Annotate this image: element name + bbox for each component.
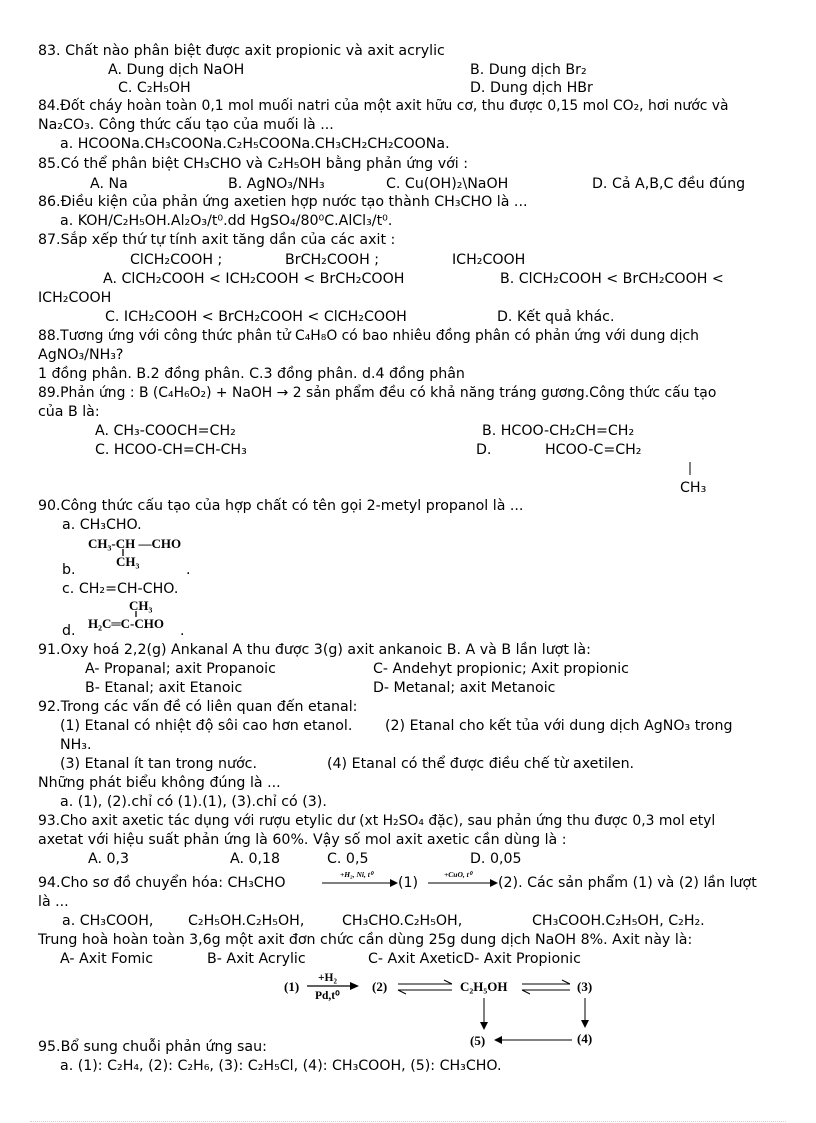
- q87-acid-2: BrCH₂COOH ;: [285, 252, 380, 268]
- q91-option-b: B- Etanal; axit Etanoic: [85, 680, 243, 696]
- q90-option-a: a. CH₃CHO.: [62, 517, 142, 533]
- q91-option-c: C- Andehyt propionic; Axit propionic: [373, 661, 629, 677]
- q90-d-structure-main: H₂C═C-CHO: [88, 616, 164, 631]
- q89-option-c: C. HCOO-CH=CH-CH₃: [95, 442, 247, 458]
- q93-option-a: A. 0,3: [88, 851, 130, 867]
- q84-line2: Na₂CO₃. Công thức cấu tạo của muối là ...: [38, 117, 334, 133]
- scheme-center: C₂H₅OH: [460, 979, 508, 994]
- q94-option-a-2: C₂H₅OH.C₂H₅OH,: [188, 913, 305, 929]
- q89-option-d-branch: CH₃: [680, 480, 707, 496]
- q94-option-a-3: CH₃CHO.C₂H₅OH,: [342, 913, 463, 929]
- q88-line2: AgNO₃/NH₃?: [38, 347, 124, 363]
- q86-option-a: a. KOH/C₂H₅OH.Al₂O₃/t⁰.dd HgSO₄/80⁰C.AlCl₃/t⁰.: [60, 213, 393, 229]
- q92-statement-2: (2) Etanal cho kết tủa với dung dịch AgNO₃ trong: [385, 718, 733, 734]
- q89-option-b: B. HCOO-CH₂CH=CH₂: [482, 423, 635, 439]
- q94-line1-end: (2). Các sản phẩm (1) và (2) lần lượt: [498, 875, 757, 891]
- q90-d-period: .: [180, 623, 185, 639]
- scheme-condition-top: +H₂: [318, 972, 337, 984]
- neutralization-title: Trung hoà hoàn toàn 3,6g một axit đơn chức cần dùng 25g dung dịch NaOH 8%. Axit này là:: [38, 932, 693, 948]
- q86-title: 86.Điều kiện của phản ứng axetien hợp nước tạo thành CH₃CHO là ...: [38, 194, 528, 210]
- q85-title: 85.Có thể phân biệt CH₃CHO và C₂H₅OH bằng phản ứng với :: [38, 156, 469, 172]
- scheme-node-3: (3): [577, 979, 593, 994]
- q91-option-d: D- Metanal; axit Metanoic: [373, 680, 556, 696]
- scheme-node-4: (4): [577, 1031, 593, 1046]
- q88-options: 1 đồng phân. B.2 đồng phân. C.3 đồng phân. d.4 đồng phân: [38, 366, 465, 382]
- q89-option-a: A. CH₃-COOCH=CH₂: [95, 423, 236, 439]
- q94-option-a-4: CH₃COOH.C₂H₅OH, C₂H₂.: [532, 913, 705, 929]
- q94-line2: là ...: [38, 894, 69, 910]
- q85-option-c: C. Cu(OH)₂\NaOH: [386, 176, 509, 192]
- q83-option-c: C. C₂H₅OH: [118, 80, 191, 96]
- q89-option-d-label: D.: [476, 442, 492, 458]
- neutralization-option-cd: C- Axit AxeticD- Axit Propionic: [368, 951, 581, 967]
- scheme-node-2: (2): [372, 979, 388, 994]
- q92-statement-1: (1) Etanal có nhiệt độ sôi cao hơn etanol.: [60, 718, 353, 734]
- q90-b-structure-main: CH₃-CH —CHO: [88, 536, 182, 551]
- q92-option-a: a. (1), (2).chỉ có (1).(1), (3).chỉ có (3).: [60, 794, 327, 810]
- q95-option-a: a. (1): C₂H₄, (2): C₂H₆, (3): C₂H₅Cl, (4): CH₃COOH, (5): CH₃CHO.: [60, 1058, 502, 1074]
- q93-line1: 93.Cho axit axetic tác dụng với rượu etylic dư (xt H₂SO₄ đặc), sau phản ứng thu được 0,3 mol etyl: [38, 813, 716, 829]
- q91-option-a: A- Propanal; axit Propanoic: [85, 661, 276, 677]
- q87-option-a: A. ClCH₂COOH < ICH₂COOH < BrCH₂COOH: [103, 271, 405, 287]
- q85-option-d: D. Cả A,B,C đều đúng: [592, 176, 746, 192]
- q95-title: 95.Bổ sung chuỗi phản ứng sau:: [38, 1039, 267, 1055]
- q90-option-b: b.: [62, 562, 76, 578]
- q90-option-d: d.: [62, 623, 76, 639]
- q87-title: 87.Sắp xếp thứ tự tính axit tăng dần của các axit :: [38, 232, 396, 248]
- q89-option-d-formula: HCOO-C=CH₂: [545, 442, 642, 458]
- footer-divider: [30, 1121, 786, 1122]
- q87-option-b-cont: ICH₂COOH: [38, 290, 112, 306]
- q87-acid-3: ICH₂COOH: [452, 252, 526, 268]
- q84-option-a: a. HCOONa.CH₃COONa.C₂H₅COONa.CH₃CH₂CH₂COONa.: [60, 136, 450, 152]
- q87-option-c: C. ICH₂COOH < BrCH₂COOH < ClCH₂COOH: [105, 309, 407, 325]
- q90-b-structure-branch: CH₃: [116, 554, 140, 569]
- q89-line1: 89.Phản ứng : B (C₄H₆O₂) + NaOH → 2 sản phẩm đều có khả năng tráng gương.Công thức cấu tạo: [38, 385, 717, 401]
- q91-title: 91.Oxy hoá 2,2(g) Ankanal A thu được 3(g) axit ankanoic B. A và B lần lượt là:: [38, 642, 591, 658]
- q90-title: 90.Công thức cấu tạo của hợp chất có tên gọi 2-metyl propanol là ...: [38, 498, 524, 514]
- q92-question: Những phát biểu không đúng là ...: [38, 775, 281, 791]
- q83-option-b: B. Dung dịch Br₂: [470, 62, 587, 78]
- q90-d-structure-top: CH₃: [129, 598, 153, 613]
- q83-title: 83. Chất nào phân biệt được axit propionic và axit acrylic: [38, 43, 445, 59]
- q85-option-b: B. AgNO₃/NH₃: [228, 176, 325, 192]
- q92-title: 92.Trong các vấn đề có liên quan đến etanal:: [38, 699, 358, 715]
- q89-line2: của B là:: [38, 404, 100, 420]
- q93-option-d: D. 0,05: [470, 851, 522, 867]
- scheme-condition-bottom: Pd,t⁰: [315, 990, 340, 1002]
- scheme-node-5: (5): [470, 1033, 486, 1048]
- q85-option-a: A. Na: [90, 176, 128, 192]
- q94-line1-start: 94.Cho sơ đồ chuyển hóa: CH₃CHO: [38, 875, 286, 891]
- q83-option-a: A. Dung dịch NaOH: [108, 62, 245, 78]
- neutralization-option-a: A- Axit Fomic: [60, 951, 154, 967]
- q87-option-d: D. Kết quả khác.: [497, 309, 615, 325]
- q93-line2: axetat với hiệu suất phản ứng là 60%. Vậy số mol axit axetic cần dùng là :: [38, 832, 567, 848]
- q84-line1: 84.Đốt cháy hoàn toàn 0,1 mol muối natri của một axit hữu cơ, thu được 0,15 mol CO₂, hơi nước và: [38, 98, 729, 114]
- q88-line1: 88.Tương ứng với công thức phân tử C₄H₈O có bao nhiêu đồng phân có phản ứng với dung dịch: [38, 328, 699, 344]
- neutralization-option-b: B- Axit Acrylic: [207, 951, 306, 967]
- q83-option-d: D. Dung dịch HBr: [470, 80, 593, 96]
- q92-statement-2-cont: NH₃.: [60, 737, 92, 753]
- q93-option-b: A. 0,18: [230, 851, 281, 867]
- q94-option-a-1: a. CH₃COOH,: [62, 913, 154, 929]
- q87-option-b: B. ClCH₂COOH < BrCH₂COOH <: [500, 271, 724, 287]
- q94-arrow1-label: +H₂, Ni, t⁰: [340, 870, 373, 879]
- q94-intermediate: (1): [398, 875, 419, 891]
- q92-statement-3: (3) Etanal ít tan trong nước.: [60, 756, 257, 772]
- scheme-node-1: (1): [284, 979, 300, 994]
- q90-b-period: .: [186, 562, 191, 578]
- q94-arrow2-label: +CuO, t⁰: [444, 870, 472, 879]
- q90-option-c: c. CH₂=CH-CHO.: [62, 581, 179, 597]
- q92-statement-4: (4) Etanal có thể được điều chế từ axetilen.: [327, 756, 635, 772]
- q87-acid-1: ClCH₂COOH ;: [130, 252, 223, 268]
- q93-option-c: C. 0,5: [327, 851, 369, 867]
